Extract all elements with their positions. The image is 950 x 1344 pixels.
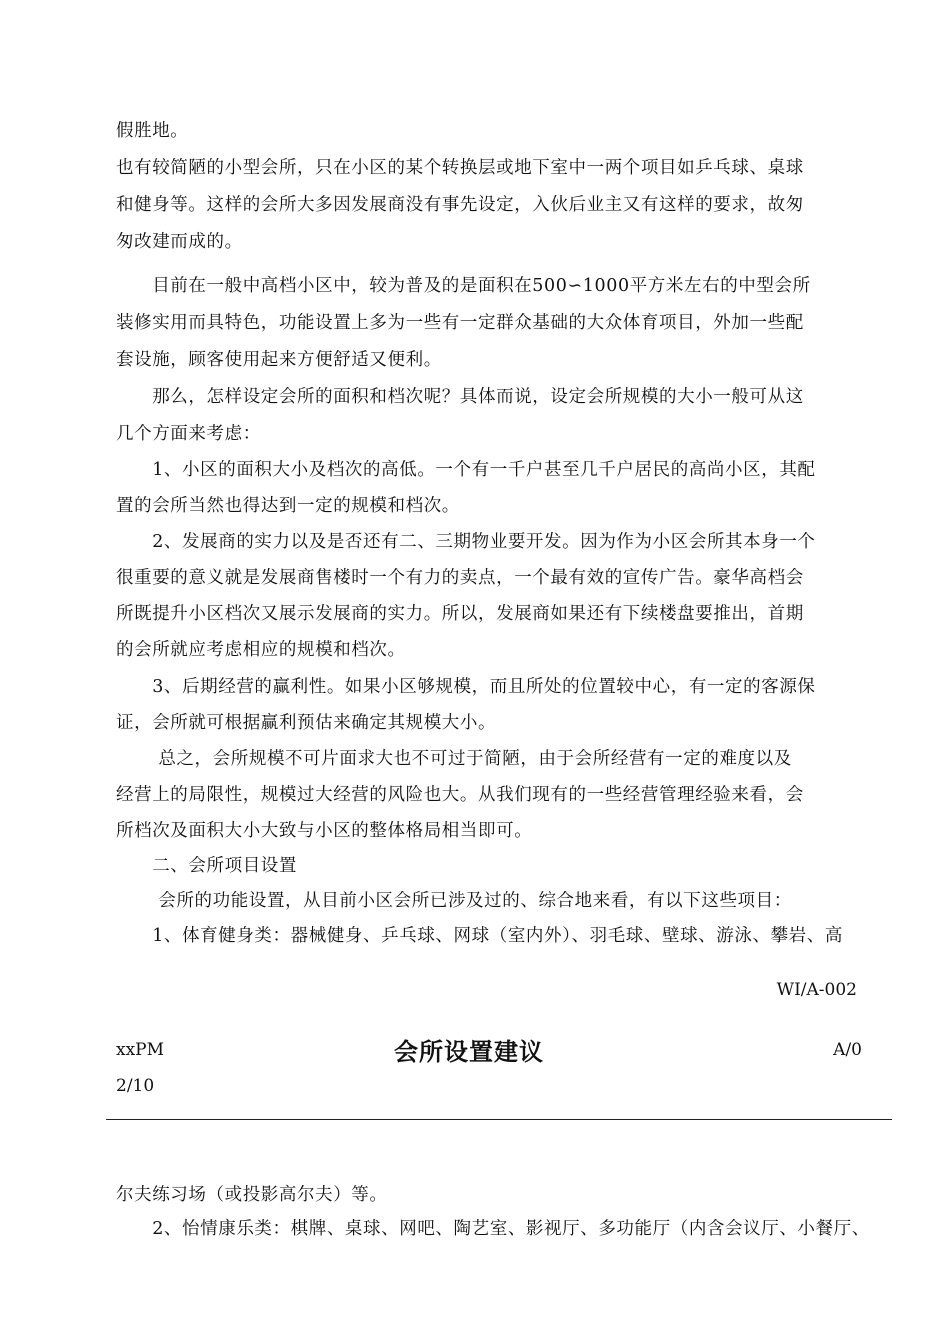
text-line: 几个方面来考虑： — [116, 424, 261, 444]
text-line: 匆改建而成的。 — [116, 232, 243, 252]
text-line: 装修实用而具特色，功能设置上多为一些有一定群众基础的大众体育项目，外加一些配 — [116, 313, 804, 333]
text-line: 1、小区的面积大小及档次的高低。一个有一千户甚至几千户居民的高尚小区，其配 — [116, 460, 816, 480]
text-line: 所档次及面积大小大致与小区的整体格局相当即可。 — [116, 821, 533, 841]
text-line: 3、后期经营的赢利性。如果小区够规模，而且所处的位置较中心，有一定的客源保 — [116, 677, 816, 697]
header-divider — [106, 1119, 892, 1120]
text-line: 2、怡情康乐类：棋牌、桌球、网吧、陶艺室、影视厅、多功能厅（内含会议厅、小餐厅、 — [116, 1219, 870, 1239]
text-line: 证，会所就可根据赢利预估来确定其规模大小。 — [116, 713, 497, 733]
page-number: 2/10 — [116, 1076, 155, 1096]
text-line: 套设施，顾客使用起来方便舒适又便利。 — [116, 350, 442, 370]
text-line: 所既提升小区档次又展示发展商的实力。所以，发展商如果还有下续楼盘要推出，首期 — [116, 604, 804, 624]
document-title: 会所设置建议 — [394, 1037, 544, 1066]
text-line: 那么，怎样设定会所的面积和档次呢？具体而说，设定会所规模的大小一般可从这 — [116, 387, 804, 407]
text-line: 总之，会所规模不可片面求大也不可过于简陋，由于会所经营有一定的难度以及 — [116, 749, 792, 769]
text-line: 也有较简陋的小型会所，只在小区的某个转换层或地下室中一两个项目如乒乓球、桌球 — [116, 158, 804, 178]
text-line: 假胜地。 — [116, 121, 189, 141]
text-line: 和健身等。这样的会所大多因发展商没有事先设定，入伙后业主又有这样的要求，故匆 — [116, 195, 804, 215]
header-left-code: xxPM — [116, 1040, 165, 1060]
revision-code: A/0 — [833, 1040, 862, 1060]
text-line: 的会所就应考虑相应的规模和档次。 — [116, 640, 406, 660]
text-line: 很重要的意义就是发展商售楼时一个有力的卖点，一个最有效的宣传广告。豪华高档会 — [116, 568, 804, 588]
document-code: WI/A-002 — [776, 980, 857, 1000]
text-line: 1、体育健身类：器械健身、乒乓球、网球（室内外）、羽毛球、壁球、游泳、攀岩、高 — [116, 926, 843, 946]
text-line: 目前在一般中高档小区中，较为普及的是面积在500∽1000平方米左右的中型会所 — [116, 276, 811, 296]
text-line: 尔夫练习场（或投影高尔夫）等。 — [116, 1185, 388, 1205]
text-line: 置的会所当然也得达到一定的规模和档次。 — [116, 496, 460, 516]
text-line: 2、发展商的实力以及是否还有二、三期物业要开发。因为作为小区会所其本身一个 — [116, 532, 816, 552]
section-heading: 二、会所项目设置 — [116, 856, 297, 876]
text-line: 经营上的局限性，规模过大经营的风险也大。从我们现有的一些经营管理经验来看，会 — [116, 785, 804, 805]
text-line: 会所的功能设置，从目前小区会所已涉及过的、综合地来看，有以下这些项目： — [116, 891, 792, 911]
